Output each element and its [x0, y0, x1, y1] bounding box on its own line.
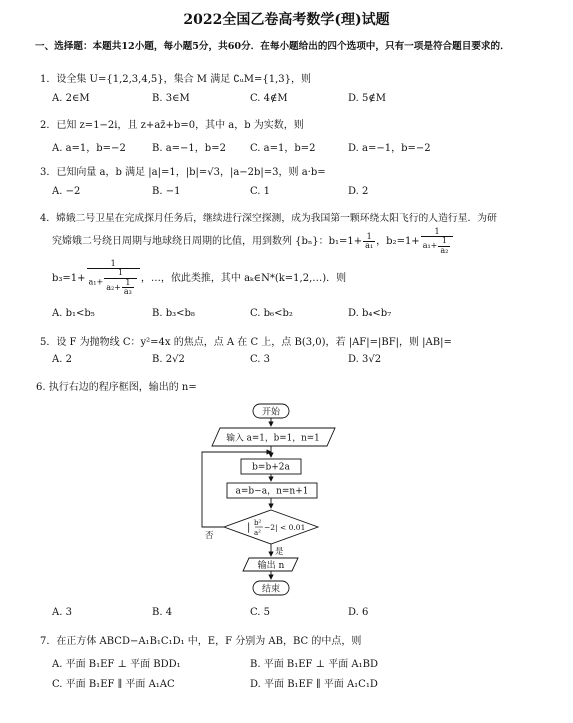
q4-option-d: D. b₄<b₇ [348, 308, 392, 319]
q6-option-a: A. 3 [52, 607, 72, 618]
q1-option-d: D. 5∉M [348, 93, 387, 104]
q4-option-c: C. b₆<b₂ [250, 308, 293, 319]
q6-option-b: B. 4 [152, 607, 173, 618]
q4-line3-text-b: ，…，依此类推，其中 aₖ∈N*(k=1,2,…)．则 [140, 272, 347, 284]
q2-stem: 2．已知 z=1−2i，且 z+az̄+b=0，其中 a，b 为实数，则 [40, 120, 304, 131]
q4-frac-b3-num: 1 [87, 260, 140, 269]
flow-step1-text: b=b+2a [252, 462, 290, 473]
q5-stem: 5．设 F 为抛物线 C：y²=4x 的焦点，点 A 在 C 上，点 B(3,0)，若 |AF|=|BF|，则 |AB|= [40, 337, 452, 348]
q4-stem-line1: 4．嫦娥二号卫星在完成探月任务后，继续进行深空探测，成为我国第一颗环绕太阳飞行的人造行星．为研 [40, 213, 497, 224]
q5-option-a: A. 2 [52, 354, 72, 365]
q2-option-d: D. a=−1，b=−2 [348, 143, 431, 154]
q4-frac-b3-a1: a₁ [88, 277, 97, 287]
q7-option-a: A. 平面 B₁EF ⊥ 平面 BDD₁ [52, 659, 181, 670]
q6-stem: 6. 执行右边的程序框图，输出的 n= [36, 382, 197, 393]
q5-option-d: D. 3√2 [348, 354, 382, 365]
flow-output-text: 输出 n [257, 561, 285, 571]
flow-cond-rest: −2| < 0.01 [264, 523, 306, 532]
q1-option-c: C. 4∉M [250, 93, 288, 104]
page-title: 2022全国乙卷高考数学(理)试题 [183, 12, 390, 28]
flow-end-text: 结束 [261, 584, 281, 595]
q3-option-a: A. −2 [52, 186, 81, 197]
q4-line2-text-b: ，b₂=1+ [376, 236, 420, 248]
q3-stem: 3．已知向量 a，b 满足 |a|=1，|b|=√3，|a−2b|=3，则 a·b= [40, 167, 326, 178]
q4-line3-text-a: b₃=1+ [52, 272, 86, 284]
q4-frac-b2-inner-num: 1 [438, 237, 450, 246]
q6-option-c: C. 5 [250, 607, 271, 618]
q5-option-c: C. 3 [250, 354, 271, 365]
q4-frac-b2-num: 1 [421, 228, 454, 237]
q5-option-b: B. 2√2 [152, 354, 185, 365]
q4-frac-b3-plus1: + [96, 277, 104, 287]
q4-frac-b3-plus2: + [114, 282, 121, 292]
q2-option-a: A. a=1，b=−2 [52, 143, 126, 154]
q7-option-c: C. 平面 B₁EF ∥ 平面 A₁AC [52, 679, 175, 690]
flow-start-text: 开始 [261, 407, 281, 418]
q4-frac-b3-inner-den: a₃ [123, 287, 132, 297]
q4-frac-b1-num: 1 [363, 233, 375, 242]
q1-option-b: B. 3∈M [152, 93, 190, 104]
q4-option-b: B. b₃<b₈ [152, 308, 195, 319]
q4-frac-b2-a1: a₁ [422, 241, 431, 251]
q4-option-a: A. b₁<b₅ [52, 308, 95, 319]
q7-stem: 7．在正方体 ABCD−A₁B₁C₁D₁ 中，E，F 分别为 AB，BC 的中点，则 [40, 636, 362, 647]
q7-option-d: D. 平面 B₁EF ∥ 平面 A₁C₁D [250, 679, 378, 690]
q4-frac-b1-den: a₁ [365, 241, 374, 251]
q2-option-b: B. a=−1，b=2 [152, 143, 226, 154]
section-header: 一、选择题：本题共12小题，每小题5分，共60分．在每小题给出的四个选项中，只有一项是符合题目要求的． [35, 41, 510, 52]
q7-option-b: B. 平面 B₁EF ⊥ 平面 A₁BD [250, 659, 379, 670]
q3-option-d: D. 2 [348, 186, 369, 197]
flow-yes-label: 是 [275, 547, 284, 557]
flow-cond-b2: b² [254, 519, 262, 527]
q6-option-d: D. 6 [348, 607, 369, 618]
flow-step2-text: a=b−a，n=n+1 [235, 486, 309, 497]
q3-option-c: C. 1 [250, 186, 271, 197]
q1-option-a: A. 2∈M [52, 93, 90, 104]
q3-option-b: B. −1 [152, 186, 181, 197]
q1-stem: 1．设全集 U={1,2,3,4,5}，集合 M 满足 ∁ᵤM={1,3}，则 [40, 74, 311, 85]
flow-cond-a2: a² [254, 529, 261, 537]
q4-frac-b3-mid-num: 1 [104, 269, 137, 278]
flow-cond-bar: | [247, 522, 251, 533]
q4-frac-b2-inner-den: a₂ [440, 245, 449, 255]
q4-frac-b3-inner-num: 1 [122, 279, 134, 288]
flow-input-text: 输入 a=1，b=1，n=1 [226, 433, 320, 444]
q4-frac-b3-a2: a₂ [106, 282, 115, 292]
q4-frac-b2-plus: + [430, 241, 438, 251]
q2-option-c: C. a=1，b=2 [250, 143, 316, 154]
flow-no-label: 否 [205, 531, 214, 541]
q4-line2-text-a: 究嫦娥二号绕日周期与地球绕日周期的比值，用到数列 {bₙ}：b₁=1+ [52, 236, 363, 248]
